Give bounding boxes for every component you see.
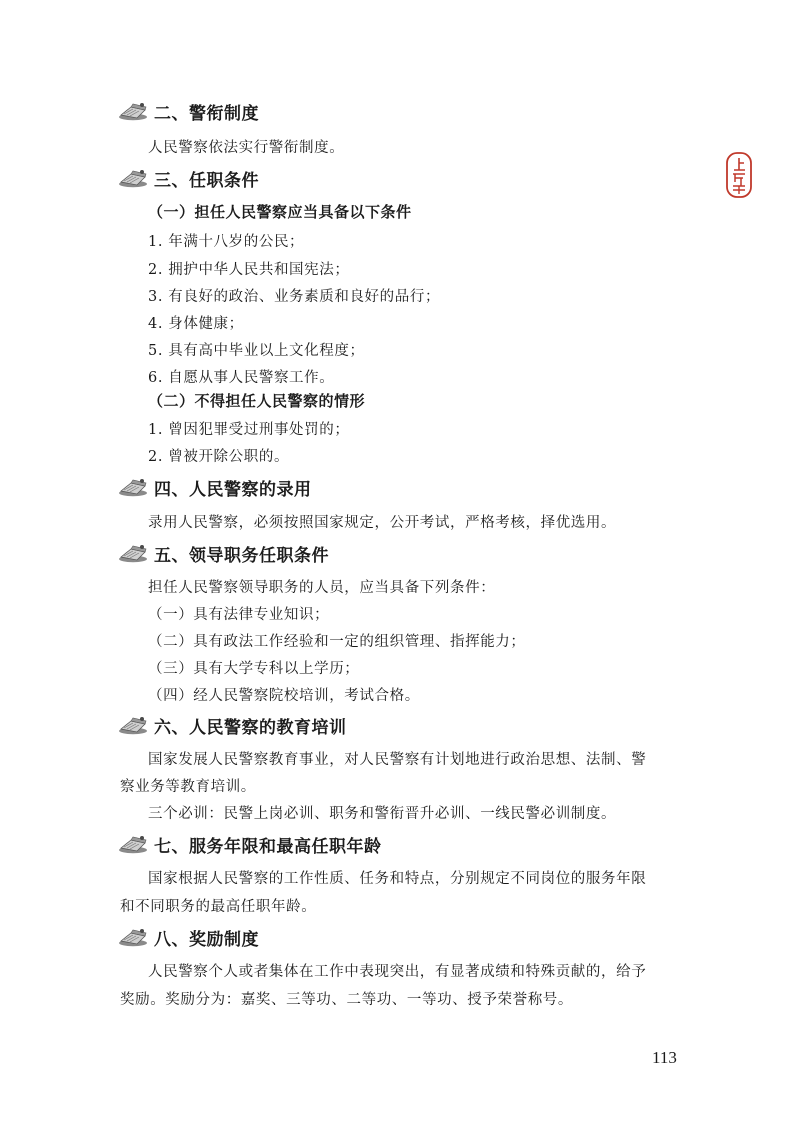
seal-stamp (726, 152, 752, 198)
list-item: （三）具有大学专科以上学历； (148, 661, 360, 677)
section-heading-5 (118, 538, 329, 568)
book-icon (118, 101, 152, 121)
paragraph-line: 国家发展人民警察教育事业，对人民警察有计划地进行政治思想、法制、警 (148, 752, 647, 768)
list-item: 1. 曾因犯罪受过刑事处罚的； (148, 422, 350, 438)
paragraph-line: 和不同职务的最高任职年龄。 (120, 899, 317, 915)
list-item: 6. 自愿从事人民警察工作。 (148, 370, 335, 386)
subheading: （一）担任人民警察应当具备以下条件 (148, 203, 412, 221)
section-title: 二、警衔制度 (154, 103, 259, 124)
list-item: （二）具有政法工作经验和一定的组织管理、指挥能力； (148, 634, 526, 650)
paragraph-line: 人民警察依法实行警衔制度。 (148, 140, 345, 156)
list-item: （四）经人民警察院校培训，考试合格。 (148, 688, 420, 704)
list-item: 2. 曾被开除公职的。 (148, 449, 290, 465)
list-item: （一）具有法律专业知识； (148, 607, 330, 623)
section-heading-3 (118, 163, 259, 193)
book-icon (118, 715, 152, 735)
list-item: 4. 身体健康； (148, 316, 244, 332)
subheading: （二）不得担任人民警察的情形 (148, 392, 366, 410)
section-title: 四、人民警察的录用 (154, 479, 312, 500)
list-item: 1. 年满十八岁的公民； (148, 234, 305, 250)
book-icon (118, 477, 152, 497)
section-heading-7 (118, 829, 382, 859)
section-title: 三、任职条件 (154, 170, 259, 191)
book-icon (118, 834, 152, 854)
list-item: 2. 拥护中华人民共和国宪法； (148, 262, 350, 278)
book-icon (118, 168, 152, 188)
section-heading-4 (118, 472, 312, 502)
section-title: 七、服务年限和最高任职年龄 (154, 836, 382, 857)
section-title: 八、奖励制度 (154, 929, 259, 950)
paragraph-line: 担任人民警察领导职务的人员，应当具备下列条件： (148, 580, 496, 596)
paragraph-line: 国家根据人民警察的工作性质、任务和特点，分别规定不同岗位的服务年限 (148, 871, 647, 887)
list-item: 3. 有良好的政治、业务素质和良好的品行； (148, 289, 441, 305)
page-number: 113 (652, 1048, 677, 1067)
paragraph-line: 察业务等教育培训。 (120, 779, 256, 795)
book-icon (118, 927, 152, 947)
paragraph-line: 奖励。奖励分为：嘉奖、三等功、二等功、一等功、授予荣誉称号。 (120, 992, 573, 1008)
paragraph-line: 人民警察个人或者集体在工作中表现突出，有显著成绩和特殊贡献的，给予 (148, 964, 647, 980)
section-heading-6 (118, 710, 347, 740)
section-title: 六、人民警察的教育培训 (154, 717, 347, 738)
section-title: 五、领导职务任职条件 (154, 545, 329, 566)
paragraph-line: 三个必训：民警上岗必训、职务和警衔晋升必训、一线民警必训制度。 (148, 806, 617, 822)
section-heading-2 (118, 96, 259, 126)
book-icon (118, 543, 152, 563)
list-item: 5. 具有高中毕业以上文化程度； (148, 343, 365, 359)
section-heading-8 (118, 922, 259, 952)
paragraph-line: 录用人民警察，必须按照国家规定，公开考试，严格考核，择优选用。 (148, 515, 617, 531)
